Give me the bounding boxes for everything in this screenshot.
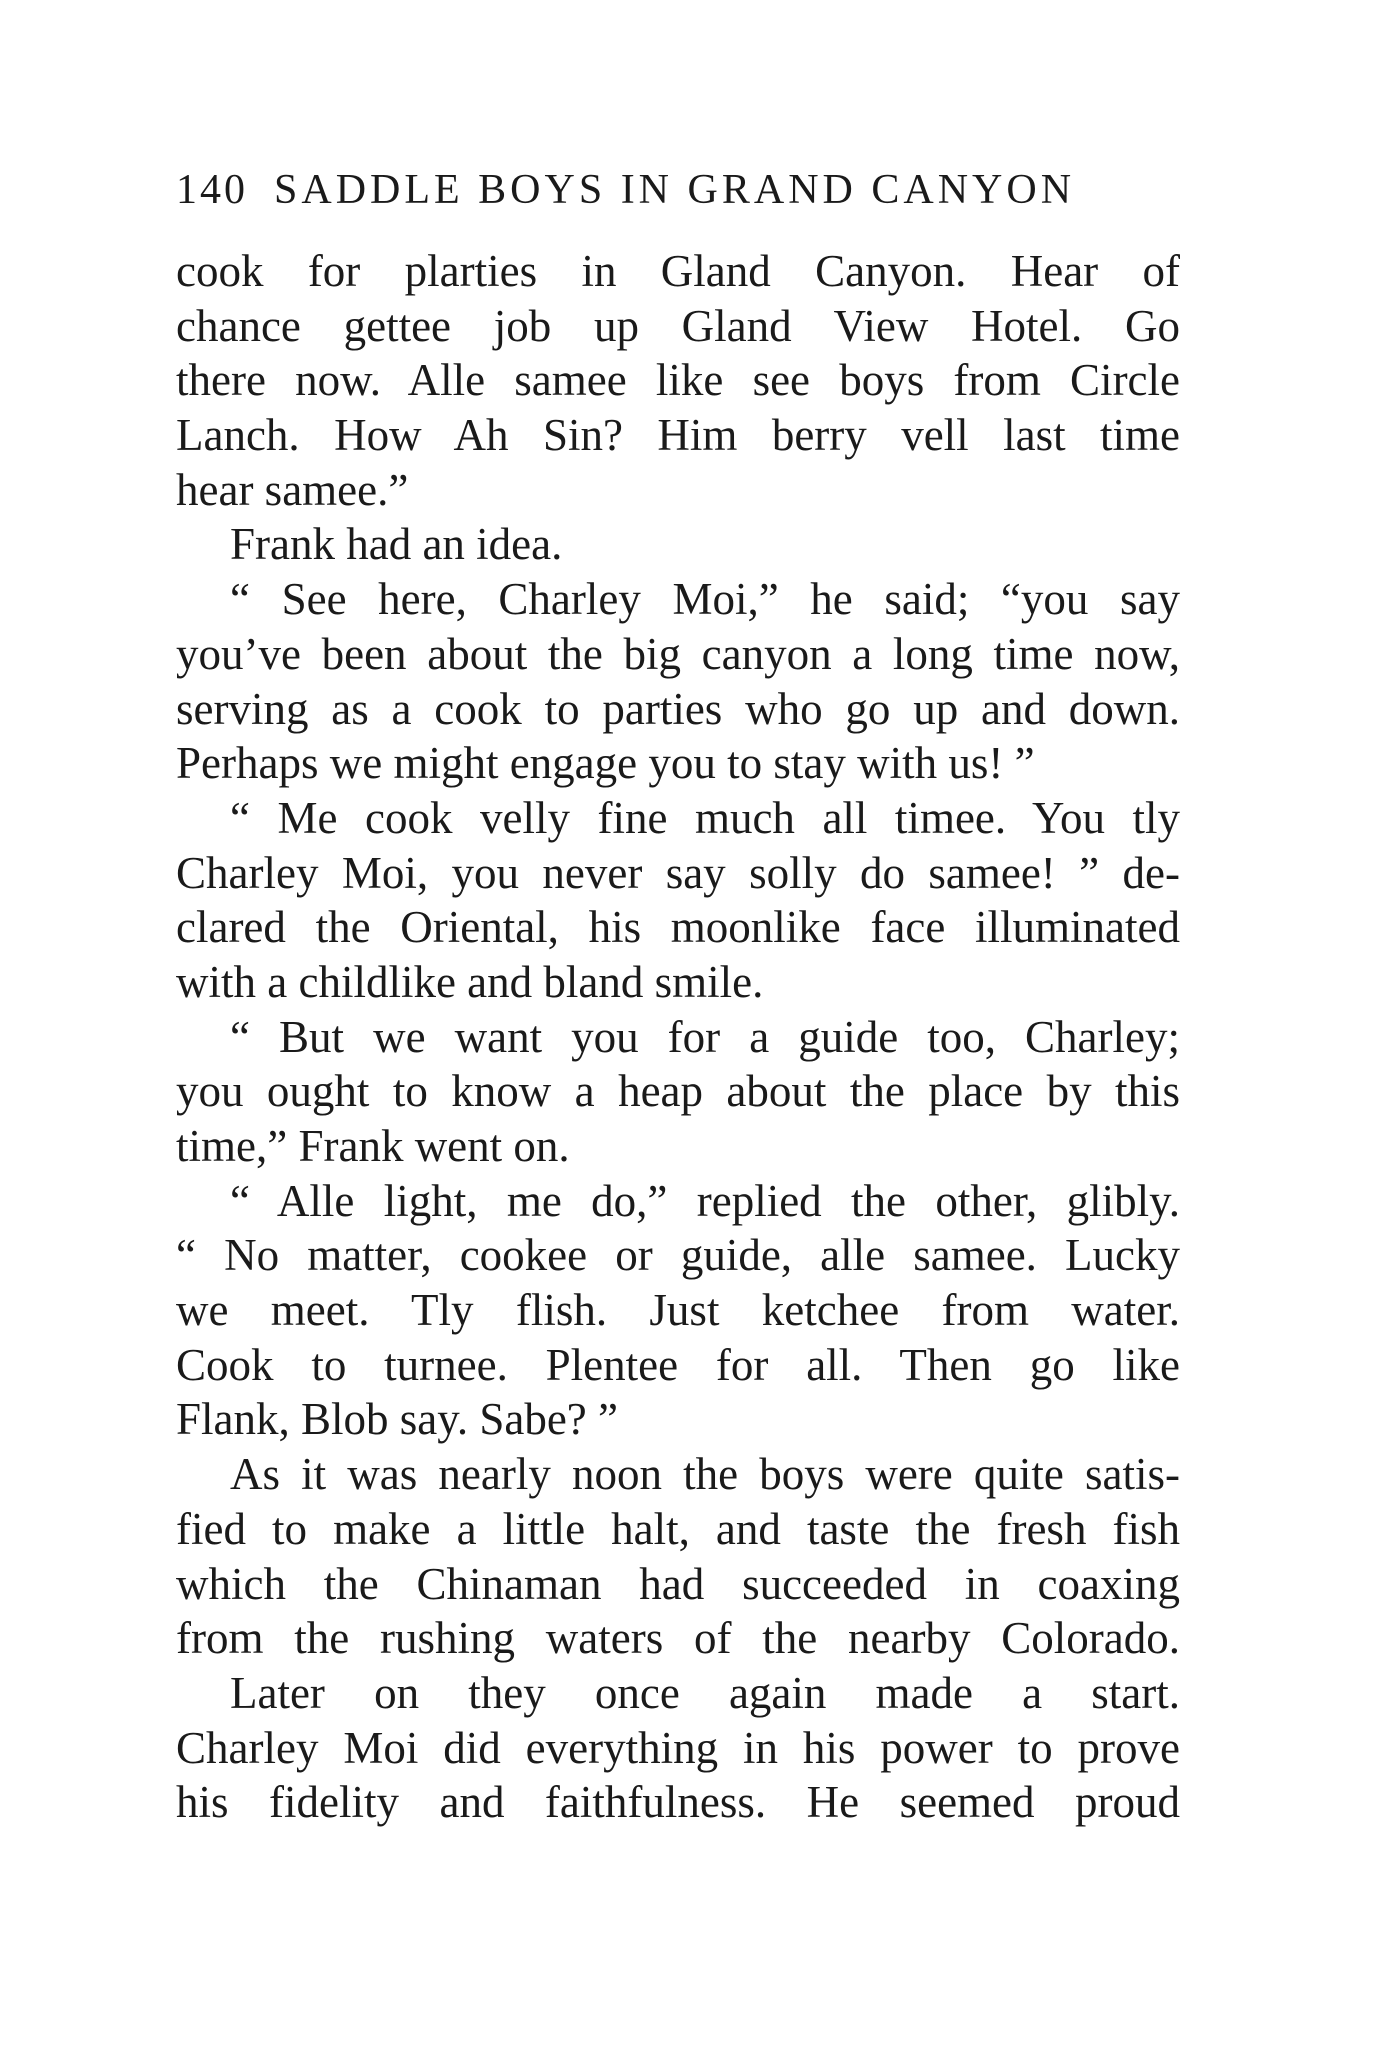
text-line: “ Me cook velly fine much all timee. You tly: [230, 792, 1180, 843]
text-line: you ought to know a heap about the place by this: [176, 1066, 1180, 1117]
text-line: we meet. Tly flish. Just ketchee from water.: [176, 1285, 1180, 1336]
text-line: “ But we want you for a guide too, Charley;: [230, 1011, 1180, 1062]
body-text: [176, 244, 1180, 1830]
text-line: time,” Frank went on.: [176, 1121, 570, 1171]
text-line: Frank had an idea.: [230, 519, 563, 570]
text-line: hear samee.”: [176, 464, 409, 515]
text-line: fied to make a little halt, and taste the fresh fish: [176, 1503, 1180, 1554]
text-line: Flank, Blob say. Sabe? ”: [176, 1394, 619, 1445]
text-line: with a childlike and bland smile.: [176, 956, 764, 1007]
text-line: “ See here, Charley Moi,” he said; “you say: [230, 574, 1180, 625]
page-header: [176, 166, 1180, 226]
text-line: “ Alle light, me do,” replied the other, glibly.: [230, 1175, 1180, 1226]
running-title: SADDLE BOYS IN GRAND CANYON: [274, 167, 1076, 213]
text-line: his fidelity and faithfulness. He seemed proud: [176, 1777, 1180, 1828]
text-line: cook for plarties in Gland Canyon. Hear of: [176, 246, 1180, 296]
text-line: Perhaps we might engage you to stay with us! ”: [176, 738, 1035, 789]
text-line: Cook to turnee. Plentee for all. Then go like: [176, 1339, 1180, 1390]
text-line: which the Chinaman had succeeded in coaxing: [176, 1558, 1180, 1609]
text-line: “ No matter, cookee or guide, alle samee. Lucky: [176, 1230, 1180, 1281]
text-line: Lanch. How Ah Sin? Him berry vell last time: [176, 410, 1180, 461]
page-number: 140: [176, 167, 248, 213]
text-line: As it was nearly noon the boys were quite satis-: [230, 1449, 1180, 1500]
text-line: Charley Moi did everything in his power to prove: [176, 1722, 1180, 1773]
text-line: chance gettee job up Gland View Hotel. Go: [176, 300, 1180, 351]
text-line: from the rushing waters of the nearby Colorado.: [176, 1613, 1180, 1664]
text-line: Charley Moi, you never say solly do samee! ” de-: [176, 847, 1180, 898]
text-line: clared the Oriental, his moonlike face illuminated: [176, 902, 1180, 953]
text-line: Later on they once again made a start.: [230, 1667, 1180, 1718]
text-line: serving as a cook to parties who go up and down.: [176, 683, 1180, 734]
text-line: there now. Alle samee like see boys from Circle: [176, 355, 1180, 406]
text-line: you’ve been about the big canyon a long time now,: [176, 628, 1180, 679]
